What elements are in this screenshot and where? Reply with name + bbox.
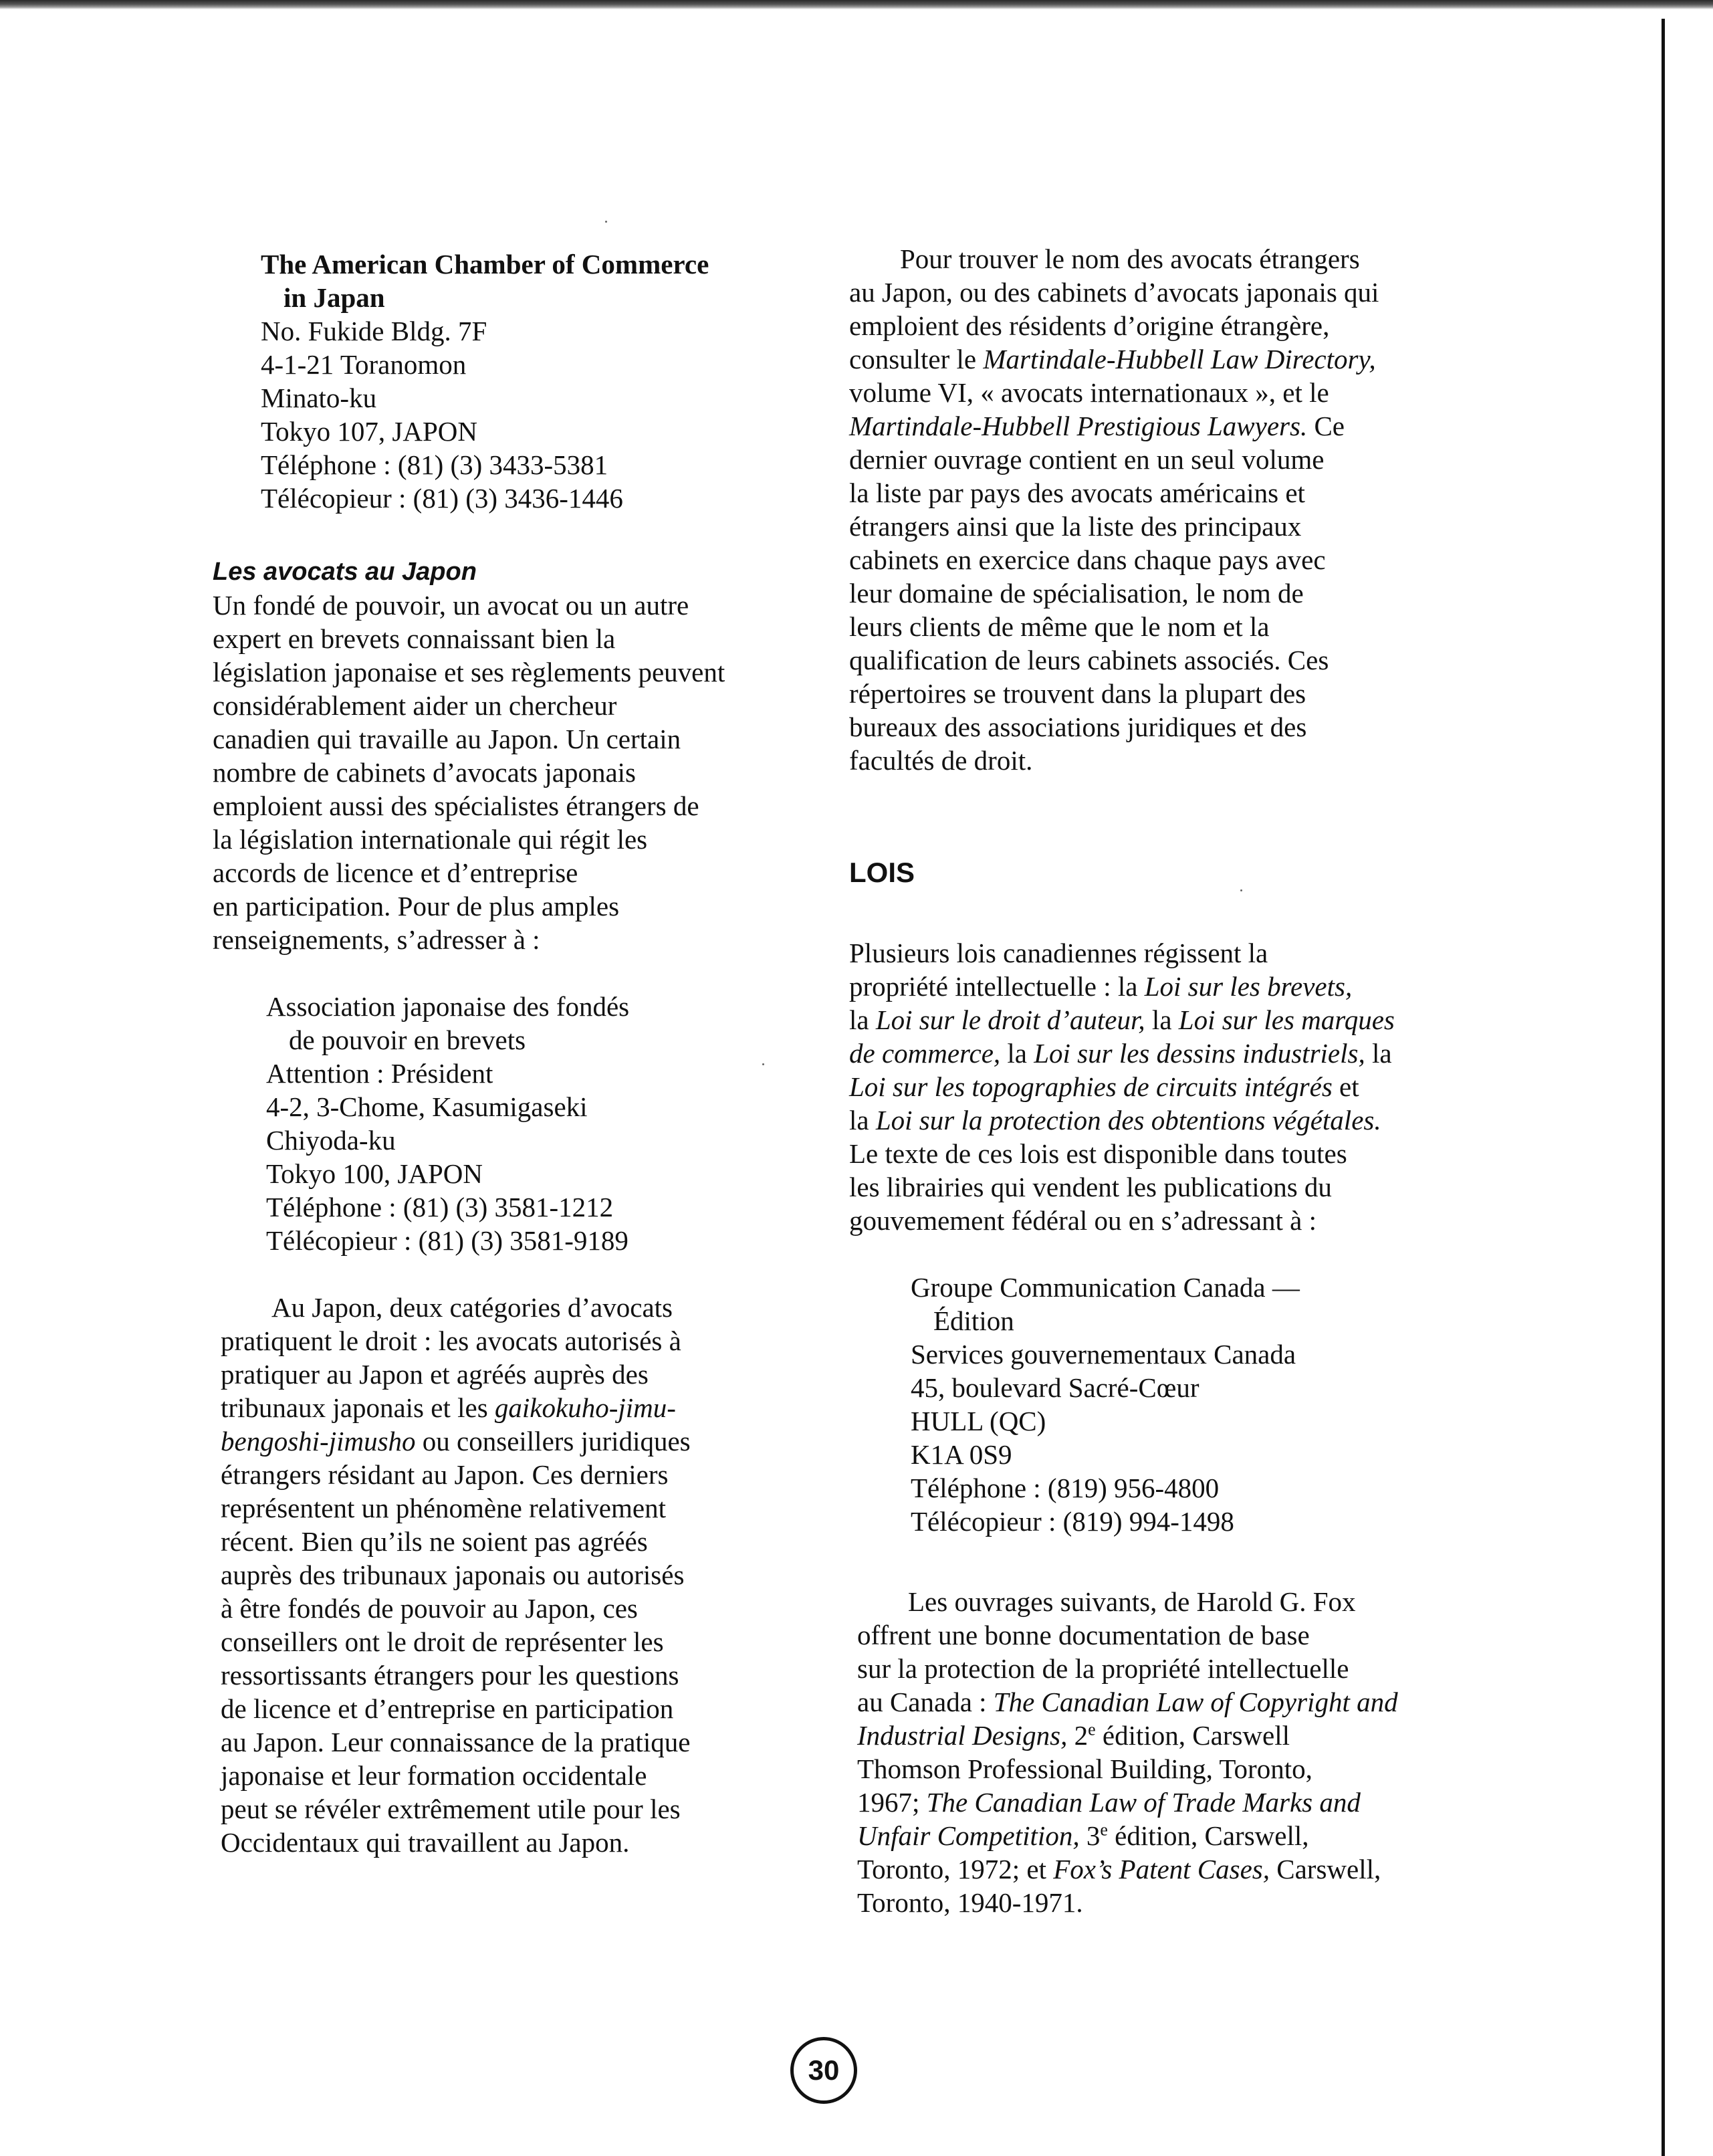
text-run: Carswell, bbox=[1270, 1854, 1381, 1884]
text-line: canadien qui travaille au Japon. Un certain bbox=[213, 724, 681, 754]
italic-law: Loi sur les dessins industriels, bbox=[1034, 1038, 1365, 1069]
address-line: K1A 0S9 bbox=[911, 1439, 1012, 1470]
address-line: No. Fukide Bldg. 7F bbox=[261, 316, 487, 346]
text-line: Le texte de ces lois est disponible dans toutes bbox=[849, 1138, 1347, 1169]
text-line: la législation internationale qui régit les bbox=[213, 824, 648, 855]
fax-line: Télécopieur : (819) 994-1498 bbox=[911, 1506, 1234, 1537]
superscript: e bbox=[1100, 1820, 1108, 1840]
section-heading: LOIS bbox=[849, 857, 915, 888]
text-run: Toronto, 1972; et bbox=[857, 1854, 1054, 1884]
paragraph bbox=[213, 1291, 788, 1859]
text-line bbox=[857, 1852, 1438, 1886]
italic-law: de commerce, bbox=[849, 1038, 1001, 1069]
italic-law: Loi sur la protection des obtentions végétales. bbox=[875, 1105, 1381, 1136]
address-line: 4-2, 3-Chome, Kasumigaseki bbox=[266, 1091, 588, 1122]
text-line bbox=[849, 409, 1438, 443]
text-line: au Japon, ou des cabinets d’avocats japonais qui bbox=[849, 277, 1379, 308]
text-line bbox=[857, 1819, 1438, 1852]
org-name-line: Groupe Communication Canada — bbox=[911, 1272, 1300, 1303]
text-line: Plusieurs lois canadiennes régissent la bbox=[849, 938, 1268, 968]
text-line bbox=[849, 1070, 1438, 1103]
section-heading: Les avocats au Japon bbox=[213, 558, 477, 586]
text-line bbox=[849, 970, 1438, 1003]
text-line: les librairies qui vendent les publications du bbox=[849, 1172, 1332, 1202]
italic-term: bengoshi-jimusho bbox=[221, 1426, 416, 1457]
address-line: 4-1-21 Toranomon bbox=[261, 349, 467, 380]
groupe-address-block bbox=[849, 1271, 1438, 1538]
org-name-line: The American Chamber of Commerce bbox=[261, 249, 709, 280]
text-run: 1967; bbox=[857, 1787, 927, 1818]
text-line: Les ouvrages suivants, de Harold G. Fox bbox=[908, 1586, 1356, 1617]
text-line: volume VI, « avocats internationaux », et le bbox=[849, 377, 1329, 408]
superscript: e bbox=[1088, 1719, 1096, 1739]
text-line: Au Japon, deux catégories d’avocats bbox=[271, 1292, 673, 1323]
org-name-line: Édition bbox=[933, 1305, 1014, 1336]
text-line: représentent un phénomène relativement bbox=[221, 1493, 666, 1523]
text-line: législation japonaise et ses règlements peuvent bbox=[213, 657, 725, 687]
scan-edge-top bbox=[0, 0, 1713, 9]
text-line: étrangers ainsi que la liste des principaux bbox=[849, 511, 1302, 542]
text-run: la bbox=[1365, 1038, 1392, 1069]
org-name-line: in Japan bbox=[283, 282, 385, 313]
text-run: au Canada : bbox=[857, 1687, 994, 1717]
text-line: de licence et d’entreprise en participation bbox=[221, 1693, 674, 1724]
text-run: propriété intellectuelle : la bbox=[849, 971, 1145, 1002]
address-line: 45, boulevard Sacré-Cœur bbox=[911, 1372, 1200, 1403]
text-line: dernier ouvrage contient en un seul volume bbox=[849, 444, 1325, 475]
text-run: la bbox=[849, 1004, 876, 1035]
text-line: Occidentaux qui travaillent au Japon. bbox=[221, 1827, 630, 1858]
page-number bbox=[790, 2037, 857, 2104]
address-line: HULL (QC) bbox=[911, 1406, 1046, 1436]
italic-title: The Canadian Law of Copyright and bbox=[993, 1687, 1398, 1717]
text-line: expert en brevets connaissant bien la bbox=[213, 623, 616, 654]
text-line: Un fondé de pouvoir, un avocat ou un autre bbox=[213, 590, 689, 621]
text-line: à être fondés de pouvoir au Japon, ces bbox=[221, 1593, 638, 1624]
text-run: Ce bbox=[1307, 411, 1345, 441]
association-address-block bbox=[213, 990, 788, 1257]
italic-title: Martindale-Hubbell Law Directory, bbox=[983, 344, 1376, 374]
text-line: nombre de cabinets d’avocats japonais bbox=[213, 757, 636, 788]
italic-law: Loi sur les brevets, bbox=[1144, 971, 1353, 1002]
text-line bbox=[849, 342, 1438, 376]
text-line: pratiquer au Japon et agréés auprès des bbox=[221, 1359, 649, 1390]
phone-line: Téléphone : (81) (3) 3581-1212 bbox=[266, 1192, 614, 1222]
text-run: tribunaux japonais et les bbox=[221, 1392, 495, 1423]
amcham-address-block bbox=[213, 247, 788, 515]
paragraph bbox=[849, 242, 1438, 777]
text-run: la bbox=[1000, 1038, 1034, 1069]
text-line: Pour trouver le nom des avocats étrangers bbox=[900, 243, 1360, 274]
text-line bbox=[857, 1719, 1438, 1752]
italic-title: Industrial Designs, bbox=[857, 1720, 1068, 1751]
text-line: pratiquent le droit : les avocats autorisés à bbox=[221, 1325, 681, 1356]
text-line bbox=[849, 1103, 1438, 1137]
paragraph bbox=[213, 588, 788, 956]
text-run: édition, Carswell bbox=[1095, 1720, 1290, 1751]
text-line: récent. Bien qu’ils ne soient pas agréés bbox=[221, 1526, 648, 1557]
text-line: la liste par pays des avocats américains et bbox=[849, 477, 1305, 508]
scan-speck bbox=[605, 221, 607, 223]
text-line bbox=[221, 1424, 788, 1458]
text-line: ressortissants étrangers pour les questions bbox=[221, 1660, 679, 1691]
text-line: en participation. Pour de plus amples bbox=[213, 891, 620, 922]
text-line bbox=[221, 1391, 788, 1424]
text-line: japonaise et leur formation occidentale bbox=[221, 1760, 647, 1791]
left-column bbox=[213, 247, 788, 1859]
fax-line: Télécopieur : (81) (3) 3581-9189 bbox=[266, 1225, 629, 1256]
text-line: emploient des résidents d’origine étrangère, bbox=[849, 310, 1330, 341]
page-number-text: 30 bbox=[808, 2054, 840, 2086]
text-line: leurs clients de même que le nom et la bbox=[849, 611, 1270, 642]
scan-edge-right bbox=[1662, 19, 1665, 2156]
text-line: peut se révéler extrêmement utile pour les bbox=[221, 1794, 681, 1824]
italic-law: Loi sur les marques bbox=[1178, 1004, 1395, 1035]
phone-line: Téléphone : (81) (3) 3433-5381 bbox=[261, 449, 608, 480]
text-line: répertoires se trouvent dans la plupart des bbox=[849, 678, 1306, 709]
address-line: Services gouvernementaux Canada bbox=[911, 1339, 1296, 1370]
text-run: 3 bbox=[1079, 1820, 1101, 1851]
address-line: Minato-ku bbox=[261, 383, 377, 413]
address-line: Tokyo 100, JAPON bbox=[266, 1158, 483, 1189]
text-line: gouvemement fédéral ou en s’adressant à : bbox=[849, 1205, 1317, 1236]
text-line: leur domaine de spécialisation, le nom de bbox=[849, 578, 1304, 609]
text-run: consulter le bbox=[849, 344, 984, 374]
italic-law: Loi sur les topographies de circuits intégrés bbox=[849, 1071, 1333, 1102]
italic-title: Fox’s Patent Cases, bbox=[1053, 1854, 1270, 1884]
org-name-line: Association japonaise des fondés bbox=[266, 991, 630, 1022]
text-line: Thomson Professional Building, Toronto, bbox=[857, 1753, 1312, 1784]
italic-title: Martindale-Hubbell Prestigious Lawyers. bbox=[849, 411, 1308, 441]
text-run: la bbox=[849, 1105, 876, 1136]
text-line: renseignements, s’adresser à : bbox=[213, 924, 540, 955]
paragraph bbox=[849, 1585, 1438, 1919]
text-line: cabinets en exercice dans chaque pays avec bbox=[849, 544, 1326, 575]
text-line: facultés de droit. bbox=[849, 745, 1033, 776]
text-run: édition, Carswell, bbox=[1107, 1820, 1309, 1851]
text-line: conseillers ont le droit de représenter les bbox=[221, 1626, 664, 1657]
text-line: emploient aussi des spécialistes étrangers de bbox=[213, 790, 699, 821]
text-line: auprès des tribunaux japonais ou autorisés bbox=[221, 1559, 685, 1590]
text-line: accords de licence et d’entreprise bbox=[213, 857, 578, 888]
text-line: qualification de leurs cabinets associés. Ces bbox=[849, 645, 1329, 675]
text-line bbox=[857, 1786, 1438, 1819]
paragraph bbox=[849, 936, 1438, 1237]
text-line: Toronto, 1940-1971. bbox=[857, 1887, 1083, 1918]
address-line: Tokyo 107, JAPON bbox=[261, 416, 478, 447]
fax-line: Télécopieur : (81) (3) 3436-1446 bbox=[261, 483, 623, 514]
text-run: ou conseillers juridiques bbox=[415, 1426, 691, 1457]
text-run: et bbox=[1332, 1071, 1359, 1102]
org-name-line: de pouvoir en brevets bbox=[289, 1025, 526, 1055]
italic-term: gaikokuho-jimu- bbox=[494, 1392, 676, 1423]
text-run: 2 bbox=[1067, 1720, 1089, 1751]
text-line bbox=[857, 1685, 1438, 1719]
text-line: bureaux des associations juridiques et des bbox=[849, 712, 1307, 742]
text-line bbox=[849, 1037, 1438, 1070]
phone-line: Téléphone : (819) 956-4800 bbox=[911, 1473, 1220, 1503]
text-line: sur la protection de la propriété intellectuelle bbox=[857, 1653, 1349, 1684]
text-run: la bbox=[1145, 1004, 1179, 1035]
italic-title: The Canadian Law of Trade Marks and bbox=[926, 1787, 1361, 1818]
address-line: Chiyoda-ku bbox=[266, 1125, 396, 1156]
text-line: considérablement aider un chercheur bbox=[213, 690, 617, 721]
text-line: étrangers résidant au Japon. Ces derniers bbox=[221, 1459, 669, 1490]
address-line: Attention : Président bbox=[266, 1058, 493, 1089]
right-column bbox=[849, 242, 1438, 1919]
text-line: offrent une bonne documentation de base bbox=[857, 1620, 1310, 1650]
text-line: au Japon. Leur connaissance de la pratique bbox=[221, 1727, 691, 1757]
italic-title: Unfair Competition, bbox=[857, 1820, 1080, 1851]
italic-law: Loi sur le droit d’auteur, bbox=[875, 1004, 1145, 1035]
text-line bbox=[849, 1003, 1438, 1037]
